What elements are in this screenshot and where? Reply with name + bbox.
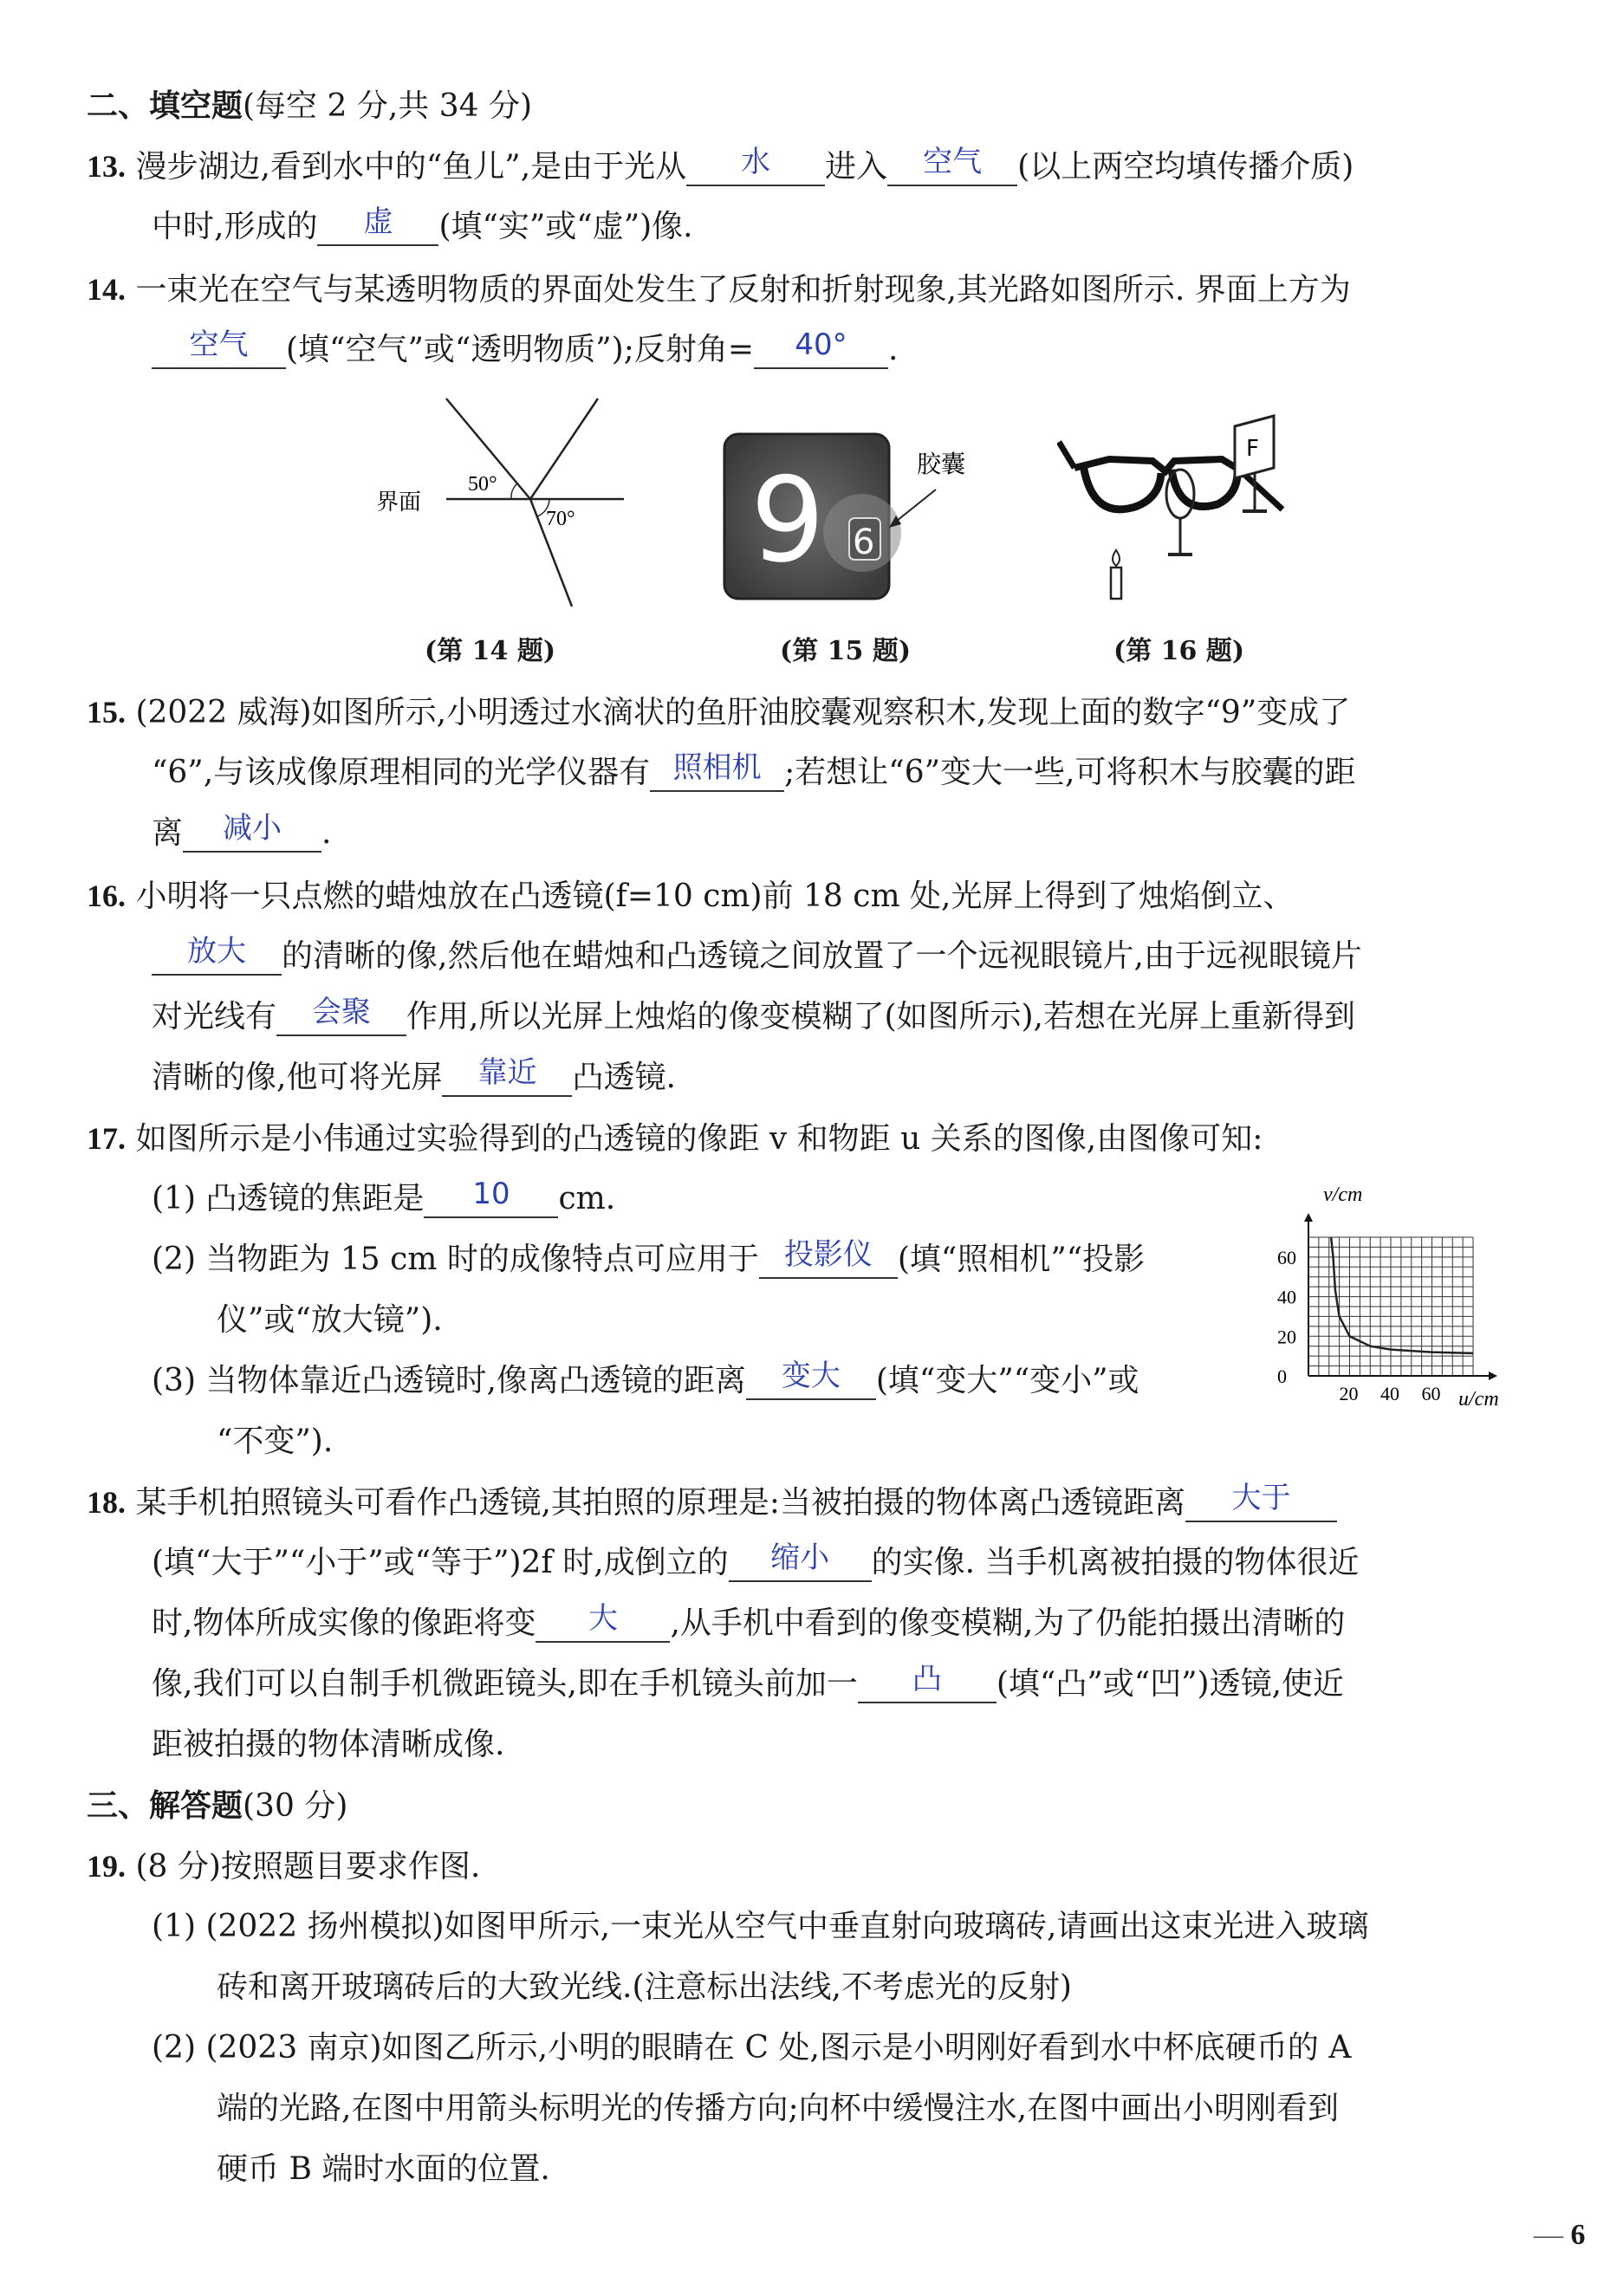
q19-part2: (2) (2023 南京)如图乙所示,小明的眼睛在 C 处,图示是小明刚好看到水中杯底硬币的 A xyxy=(152,2030,1352,2066)
x-axis-arrow-icon xyxy=(1489,1372,1497,1380)
text: . xyxy=(321,815,332,851)
q16-line2 xyxy=(152,934,1362,976)
q13-line2 xyxy=(152,204,693,246)
x-tick-label: 20 xyxy=(1339,1383,1359,1404)
text: 一束光在空气与某透明物质的界面处发生了反射和折射现象,其光路如图所示. 界面上方为 xyxy=(135,272,1351,308)
section-title: 三、解答题 xyxy=(87,1787,243,1824)
answer-blank[interactable]: 大于 xyxy=(1185,1486,1337,1522)
text: “6”,与该成像原理相同的光学仪器有 xyxy=(152,755,651,790)
q18-line2 xyxy=(152,1540,1360,1582)
question-number: 16. xyxy=(87,879,126,913)
text: 时,物体所成实像的像距将变 xyxy=(152,1605,536,1641)
text: (2) 当物距为 15 cm 时的成像特点可应用于 xyxy=(152,1242,759,1277)
q16-line1 xyxy=(87,877,1294,916)
answer-blank[interactable]: 减小 xyxy=(183,816,321,853)
figure-14-caption: (第 14 题) xyxy=(425,636,556,666)
text: 小明将一只点燃的蜡烛放在凸透镜(f=10 cm)前 18 cm 处,光屏上得到了烛焰倒立、 xyxy=(135,879,1295,914)
candle xyxy=(1111,568,1121,599)
question-number: 13. xyxy=(87,149,126,184)
text: 离 xyxy=(152,815,184,851)
text: (填“实”或“虚”)像. xyxy=(438,209,693,244)
answer-blank[interactable]: 变大 xyxy=(746,1364,876,1400)
section-2-heading xyxy=(87,87,532,126)
reflected-ray xyxy=(530,399,598,499)
answer-blank[interactable]: 投影仪 xyxy=(759,1242,898,1279)
text: 进入 xyxy=(825,149,888,185)
text: (8 分)按照题目要求作图. xyxy=(135,1849,481,1884)
section-note: (30 分) xyxy=(243,1788,348,1824)
screen-image: F xyxy=(1246,436,1259,462)
figure-14-light-path xyxy=(364,390,641,624)
y-tick-label: 40 xyxy=(1277,1286,1296,1308)
answer-blank[interactable]: 空气 xyxy=(152,333,286,369)
section-note: (每空 2 分,共 34 分) xyxy=(243,88,533,124)
q15-line1 xyxy=(87,693,1350,732)
text: 漫步湖边,看到水中的“鱼儿”,是由于光从 xyxy=(135,149,687,185)
q14-line2 xyxy=(152,328,899,369)
text: (3) 当物体靠近凸透镜时,像离凸透镜的距离 xyxy=(152,1363,746,1398)
text: 中时,形成的 xyxy=(152,209,318,244)
q16-line3 xyxy=(152,995,1355,1036)
x-axis-label: u/cm xyxy=(1458,1388,1499,1411)
q17-part1 xyxy=(152,1177,616,1218)
page-number-value: 6 xyxy=(1570,2219,1586,2251)
text: ;若想让“6”变大一些,可将积木与胶囊的距 xyxy=(784,755,1356,790)
angle-arc xyxy=(511,483,517,499)
capsule-label: 胶囊 xyxy=(917,450,966,478)
text: (填“照相机”“投影 xyxy=(897,1242,1146,1277)
y-tick-label: 0 xyxy=(1277,1365,1287,1387)
angle-label: 50° xyxy=(468,473,497,496)
text: (1) 凸透镜的焦距是 xyxy=(152,1181,425,1216)
question-number: 14. xyxy=(87,272,126,307)
text: . xyxy=(888,332,899,367)
text: 对光线有 xyxy=(152,999,277,1034)
text: 的实像. 当手机离被拍摄的物体很近 xyxy=(871,1545,1360,1580)
answer-blank[interactable]: 10 xyxy=(424,1182,558,1218)
question-number: 15. xyxy=(87,695,126,730)
page-dash: — xyxy=(1534,2219,1563,2251)
answer-blank[interactable]: 靠近 xyxy=(442,1060,572,1097)
text: (填“变大”“变小”或 xyxy=(875,1363,1139,1398)
digit-nine: 9 xyxy=(750,452,825,588)
interface-label: 界面 xyxy=(376,490,422,516)
pointer-line xyxy=(893,490,936,524)
answer-blank[interactable]: 放大 xyxy=(152,939,282,976)
text: 清晰的像,他可将光屏 xyxy=(152,1060,443,1095)
x-tick-label: 40 xyxy=(1380,1383,1399,1404)
q14-line1 xyxy=(87,270,1351,309)
q15-line3 xyxy=(152,811,332,853)
q17-part3 xyxy=(152,1359,1139,1400)
text: 作用,所以光屏上烛焰的像变模糊了(如图所示),若想在光屏上重新得到 xyxy=(406,999,1355,1034)
q16-line4 xyxy=(152,1055,676,1097)
q19-part2-cont2: 硬币 B 端时水面的位置. xyxy=(217,2151,550,2187)
q19-part2-cont: 端的光路,在图中用箭头标明光的传播方向;向杯中缓慢注水,在图中画出小明刚看到 xyxy=(217,2091,1340,2126)
text: ,从手机中看到的像变模糊,为了仍能拍摄出清晰的 xyxy=(670,1605,1346,1641)
text: 凸透镜. xyxy=(572,1060,676,1095)
text: cm. xyxy=(558,1181,616,1216)
q18-line1 xyxy=(87,1483,1337,1522)
section-title: 二、填空题 xyxy=(87,88,243,124)
figure-15-capsule xyxy=(719,429,1031,611)
text: 某手机拍照镜头可看作凸透镜,其拍照的原理是:当被拍摄的物体离凸透镜距离 xyxy=(135,1485,1186,1521)
text: (以上两空均填传播介质) xyxy=(1017,149,1354,185)
q19-part1-cont: 砖和离开玻璃砖后的大致光线.(注意标出法线,不考虑光的反射) xyxy=(217,1969,1072,2005)
text: (填“凸”或“凹”)透镜,使近 xyxy=(996,1666,1345,1702)
y-axis-label: v/cm xyxy=(1323,1184,1363,1206)
q19-line1 xyxy=(87,1847,480,1886)
answer-blank[interactable]: 缩小 xyxy=(729,1546,872,1582)
answer-blank[interactable]: 大 xyxy=(536,1606,670,1643)
digit-six: 6 xyxy=(853,522,875,562)
glasses-lens-left xyxy=(1083,464,1161,509)
y-tick-label: 60 xyxy=(1277,1246,1296,1268)
figure-17-vu-chart xyxy=(1269,1178,1521,1412)
question-number: 17. xyxy=(87,1121,126,1156)
answer-blank[interactable]: 空气 xyxy=(887,150,1017,186)
figure-16-glasses-candle xyxy=(1057,407,1317,615)
q17-line1 xyxy=(87,1119,1263,1158)
q18-line3 xyxy=(152,1601,1346,1643)
chart-ticks xyxy=(1277,1247,1441,1404)
page-number xyxy=(1534,2216,1586,2254)
q13-line1 xyxy=(87,147,1354,186)
q18-line4 xyxy=(152,1662,1345,1703)
q15-line2 xyxy=(152,750,1356,792)
question-number: 18. xyxy=(87,1485,126,1520)
answer-blank[interactable]: 凸 xyxy=(858,1667,997,1703)
q17-part2 xyxy=(152,1237,1146,1279)
text: (填“大于”“小于”或“等于”)2f 时,成倒立的 xyxy=(152,1545,729,1580)
figure-16-caption: (第 16 题) xyxy=(1113,636,1245,666)
answer-blank[interactable]: 虚 xyxy=(317,210,438,246)
section-3-heading xyxy=(87,1787,347,1826)
flame-icon xyxy=(1113,550,1120,566)
question-number: 19. xyxy=(87,1849,126,1884)
y-axis-arrow-icon xyxy=(1304,1213,1313,1222)
angle-label: 70° xyxy=(546,508,575,530)
glasses-arm xyxy=(1059,442,1074,468)
answer-blank[interactable]: 水 xyxy=(686,150,825,186)
y-tick-label: 20 xyxy=(1277,1326,1296,1348)
text: (填“空气”或“透明物质”);反射角= xyxy=(286,332,755,367)
q19-part1: (1) (2022 扬州模拟)如图甲所示,一束光从空气中垂直射向玻璃砖,请画出这束光进入玻璃 xyxy=(152,1909,1369,1944)
answer-blank[interactable]: 40° xyxy=(754,333,888,369)
q17-part3-cont: “不变”). xyxy=(217,1424,334,1459)
text: 如图所示是小伟通过实验得到的凸透镜的像距 v 和物距 u 关系的图像,由图像可知: xyxy=(135,1121,1263,1157)
text: (2022 威海)如图所示,小明透过水滴状的鱼肝油胶囊观察积木,发现上面的数字“9”变成了 xyxy=(135,695,1351,730)
q18-line5: 距被拍摄的物体清晰成像. xyxy=(152,1727,505,1762)
figure-15-caption: (第 15 题) xyxy=(780,636,912,666)
glasses-frame xyxy=(1074,459,1239,471)
x-tick-label: 60 xyxy=(1421,1383,1441,1404)
answer-blank[interactable]: 照相机 xyxy=(650,756,784,792)
q17-part2-cont: 仪”或“放大镜”). xyxy=(217,1302,443,1338)
answer-blank[interactable]: 会聚 xyxy=(276,1000,406,1036)
text: 像,我们可以自制手机微距镜头,即在手机镜头前加一 xyxy=(152,1666,858,1702)
glasses-lens-right xyxy=(1172,468,1237,507)
text: 的清晰的像,然后他在蜡烛和凸透镜之间放置了一个远视眼镜片,由于远视眼镜片 xyxy=(282,938,1362,974)
